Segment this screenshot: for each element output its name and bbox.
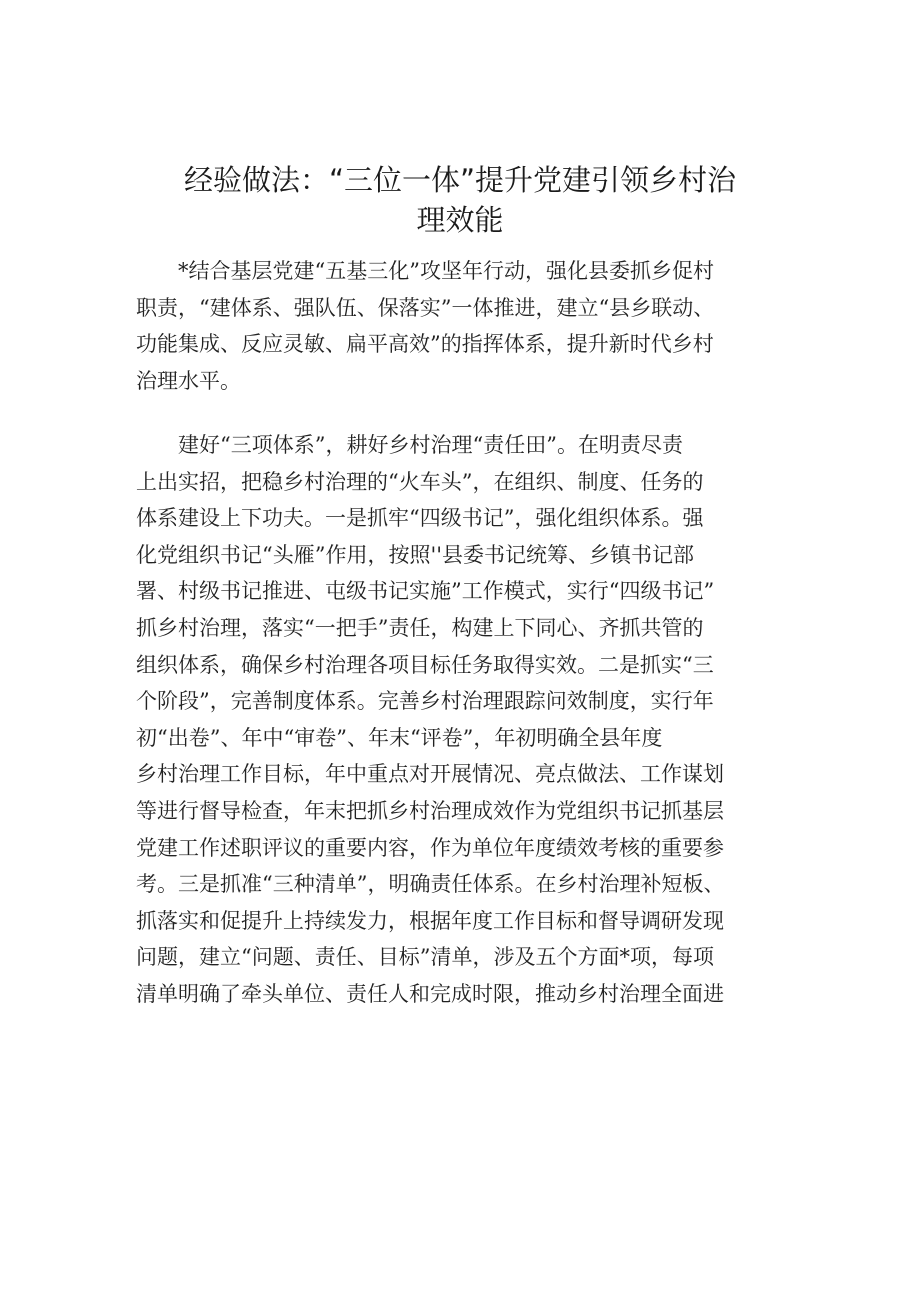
paragraph-line: 抓落实和促提升上持续发力，根据年度工作目标和督导调研发现 [136,908,724,933]
document-title [150,160,770,240]
intro-paragraph [136,253,796,399]
paragraph-line: 署、村级书记推进、屯级书记实施”工作模式，实行“四级书记” [136,579,715,604]
paragraph-line: 党建工作述职评议的重要内容，作为单位年度绩效考核的重要参 [136,835,724,860]
paragraph-line: 职责，“建体系、强队伍、保落实”一体推进，建立“县乡联动、 [136,295,715,320]
title-line: 经验做法：“三位一体”提升党建引领乡村治 [183,163,737,197]
paragraph-line: 问题，建立“问题、责任、目标”清单，涉及五个方面*项，每项 [136,945,714,970]
paragraph-line: 功能集成、反应灵敏、扁平高效”的指挥体系，提升新时代乡村 [136,332,714,356]
paragraph-line: 个阶段”，完善制度体系。完善乡村治理跟踪问效制度，实行年 [136,689,714,714]
paragraph-line: *结合基层党建“五基三化”攻坚年行动，强化县委抓乡促村 [136,259,714,283]
paragraph-line: 治理水平。 [136,368,241,393]
paragraph-line: 体系建设上下功夫。一是抓牢“四级书记”，强化组织体系。强 [136,506,704,531]
paragraph-line: 初“出卷”、年中“审卷”、年末“评卷”，年初明确全县年度 [136,725,663,750]
paragraph-line: 上出实招，把稳乡村治理的“火车头”，在组织、制度、任务的 [136,469,704,494]
body-paragraph [136,427,796,1013]
paragraph-line: 等进行督导检查，年末把抓乡村治理成效作为党组织书记抓基层 [136,798,724,823]
paragraph-line: 抓乡村治理，落实“一把手”责任，构建上下同心、齐抓共管的 [136,615,704,640]
title-line: 理效能 [416,203,504,237]
paragraph-line: 组织体系，确保乡村治理各项目标任务取得实效。二是抓实“三 [136,652,714,677]
paragraph-line: 建好“三项体系”，耕好乡村治理“责任田”。在明责尽责 [136,433,683,457]
paragraph-line: 乡村治理工作目标，年中重点对开展情况、亮点做法、工作谋划 [136,762,724,787]
paragraph-line: 清单明确了牵头单位、责任人和完成时限，推动乡村治理全面进 [136,981,724,1006]
paragraph-line: 考。三是抓准“三种清单”，明确责任体系。在乡村治理补短板、 [136,872,725,897]
paragraph-line: 化党组织书记“头雁”作用，按照''县委书记统筹、乡镇书记部 [136,542,695,567]
